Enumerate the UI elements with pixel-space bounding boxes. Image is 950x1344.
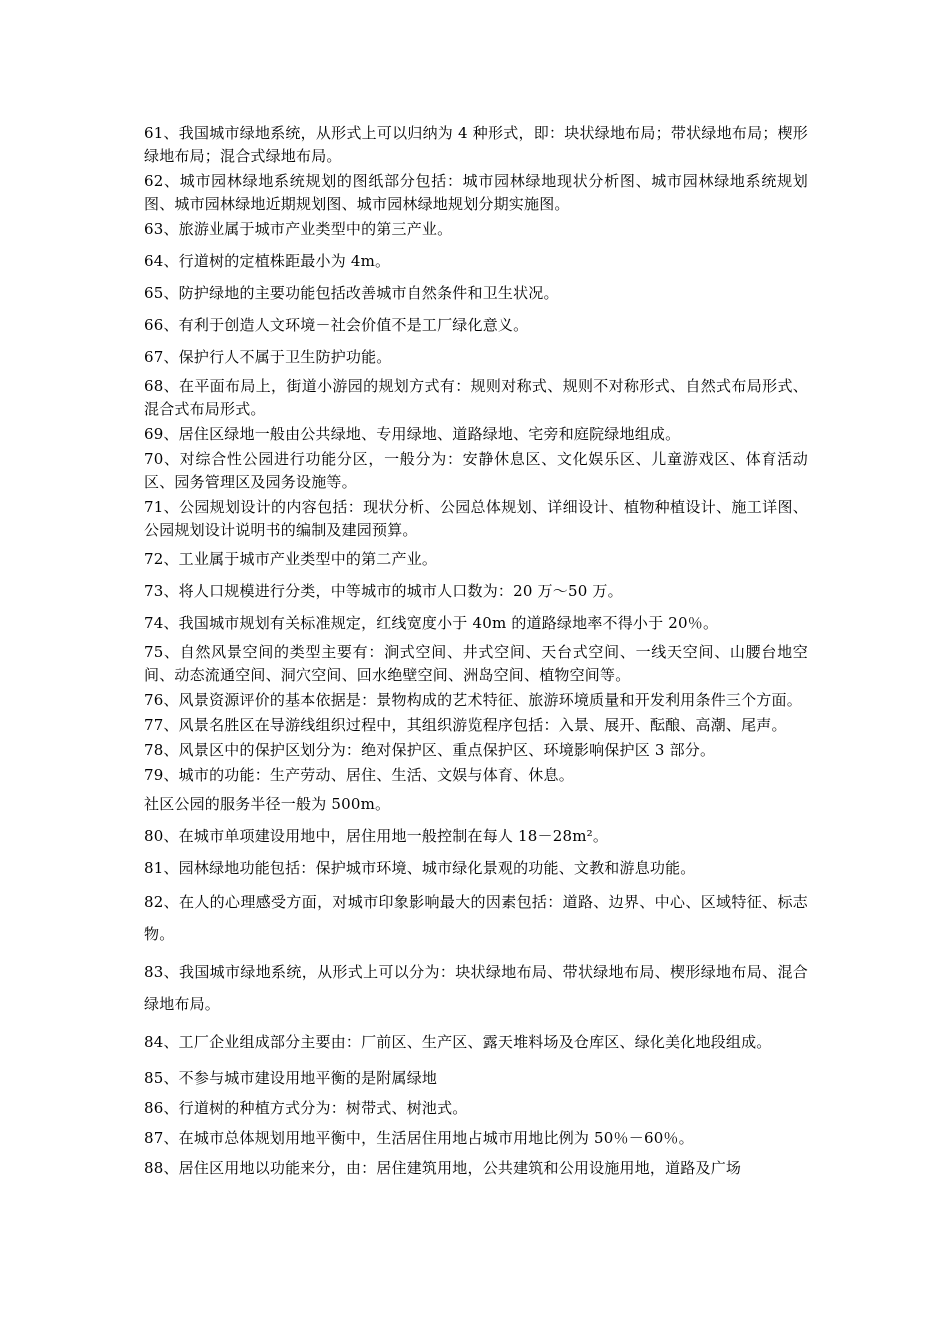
paragraph-83: 83、我国城市绿地系统，从形式上可以分为：块状绿地布局、带状绿地布局、楔形绿地布局、混合绿地布局。 [144, 963, 808, 1013]
paragraph-69: 69、居住区绿地一般由公共绿地、专用绿地、道路绿地、宅旁和庭院绿地组成。 [144, 425, 681, 443]
paragraph-81: 81、园林绿地功能包括：保护城市环境、城市绿化景观的功能、文教和游息功能。 [144, 859, 696, 877]
paragraph-66: 66、有利于创造人文环境－社会价值不是工厂绿化意义。 [144, 316, 529, 334]
paragraph-76: 76、风景资源评价的基本依据是：景物构成的艺术特征、旅游环境质量和开发利用条件三个方面。 [144, 691, 802, 709]
paragraph-88: 88、居住区用地以功能来分，由：居住建筑用地，公共建筑和公用设施用地，道路及广场 [144, 1159, 742, 1177]
paragraph-62: 62、城市园林绿地系统规划的图纸部分包括：城市园林绿地现状分析图、城市园林绿地系统规划图、城市园林绿地近期规划图、城市园林绿地规划分期实施图。 [144, 172, 808, 213]
paragraph-82: 82、在人的心理感受方面，对城市印象影响最大的因素包括：道路、边界、中心、区域特征、标志物。 [144, 893, 808, 943]
paragraph-85: 85、不参与城市建设用地平衡的是附属绿地 [144, 1069, 438, 1087]
paragraph-73: 73、将人口规模进行分类，中等城市的城市人口数为：20 万～50 万。 [144, 582, 623, 600]
paragraph-64: 64、行道树的定植株距最小为 4m。 [144, 252, 391, 270]
paragraph-72: 72、工业属于城市产业类型中的第二产业。 [144, 550, 438, 568]
paragraph-78: 78、风景区中的保护区划分为：绝对保护区、重点保护区、环境影响保护区 3 部分。 [144, 741, 716, 759]
paragraph-75: 75、自然风景空间的类型主要有：涧式空间、井式空间、天台式空间、一线天空间、山腰台地空间、动态流通空间、洞穴空间、回水绝壁空间、洲岛空间、植物空间等。 [144, 643, 808, 684]
paragraph-61: 61、我国城市绿地系统，从形式上可以归纳为 4 种形式，即：块状绿地布局；带状绿地布局；楔形绿地布局；混合式绿地布局。 [144, 124, 808, 165]
paragraph-84: 84、工厂企业组成部分主要由：厂前区、生产区、露天堆料场及仓库区、绿化美化地段组成。 [144, 1033, 772, 1051]
paragraph-77: 77、风景名胜区在导游线组织过程中，其组织游览程序包括：入景、展开、酝酿、高潮、尾声。 [144, 716, 787, 734]
paragraph-68: 68、在平面布局上，街道小游园的规划方式有：规则对称式、规则不对称形式、自然式布局形式、混合式布局形式。 [144, 377, 808, 418]
paragraph-79: 79、城市的功能：生产劳动、居住、生活、文娱与体育、休息。 [144, 766, 574, 784]
paragraph-71: 71、公园规划设计的内容包括：现状分析、公园总体规划、详细设计、植物种植设计、施工详图、公园规划设计说明书的编制及建园预算。 [144, 498, 808, 539]
paragraph-67: 67、保护行人不属于卫生防护功能。 [144, 348, 392, 366]
paragraph-63: 63、旅游业属于城市产业类型中的第三产业。 [144, 220, 453, 238]
paragraph-80: 80、在城市单项建设用地中，居住用地一般控制在每人 18－28m²。 [144, 827, 609, 845]
document-body [144, 122, 808, 1182]
paragraph-service-radius: 社区公园的服务半径一般为 500m。 [144, 795, 391, 813]
paragraph-74: 74、我国城市规划有关标准规定，红线宽度小于 40m 的道路绿地率不得小于 20％。 [144, 614, 719, 632]
paragraph-70: 70、对综合性公园进行功能分区，一般分为：安静休息区、文化娱乐区、儿童游戏区、体育活动区、园务管理区及园务设施等。 [144, 450, 808, 491]
paragraph-65: 65、防护绿地的主要功能包括改善城市自然条件和卫生状况。 [144, 284, 559, 302]
paragraph-86: 86、行道树的种植方式分为：树带式、树池式。 [144, 1099, 468, 1117]
paragraph-87: 87、在城市总体规划用地平衡中，生活居住用地占城市用地比例为 50％－60％。 [144, 1129, 694, 1147]
